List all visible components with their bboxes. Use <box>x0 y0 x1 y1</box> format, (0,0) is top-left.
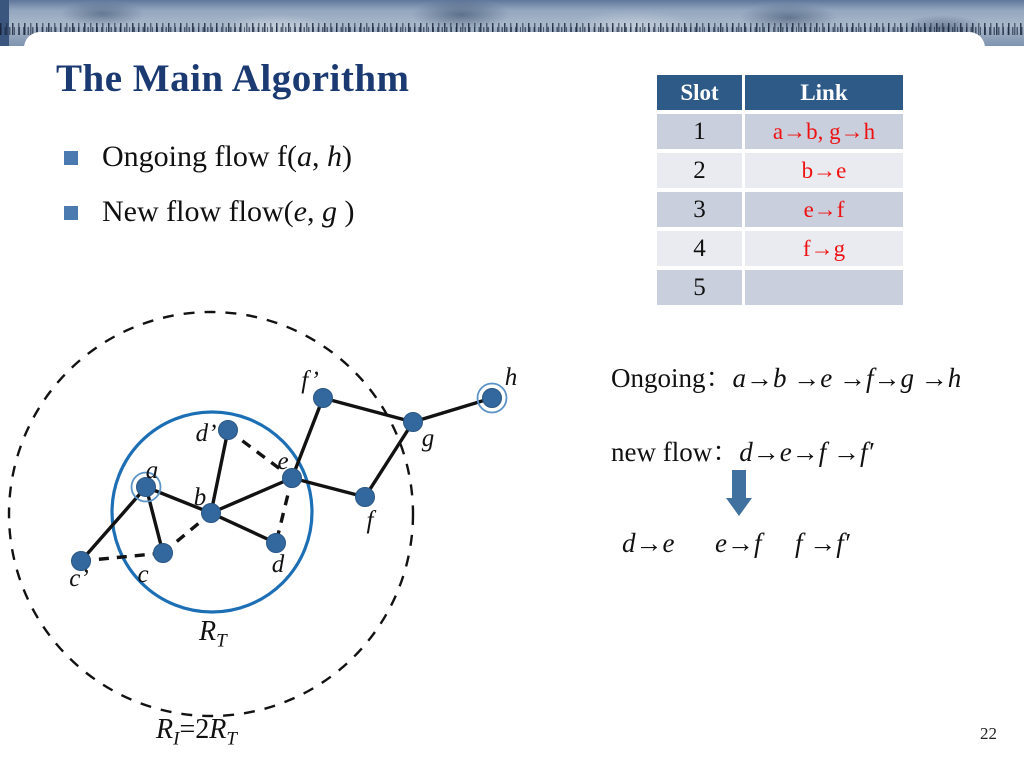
flow-fragment-ef: e→f <box>715 528 762 558</box>
new-flow-sequence: d→e→f →f′ <box>739 437 874 467</box>
bullet-item-ongoing-flow <box>60 140 354 174</box>
ongoing-flow-line <box>611 356 961 395</box>
page-title: The Main Algorithm <box>56 57 410 100</box>
bullet-text: Ongoing flow f(a, h) <box>102 140 352 173</box>
page-number: 22 <box>980 724 997 743</box>
graph-node-label-e: e <box>277 448 289 475</box>
graph-edge-e-f2 <box>292 398 323 478</box>
graph-edge-b-e <box>211 478 292 513</box>
table-cell-link: f→g <box>745 231 903 266</box>
graph-node-h <box>483 389 502 408</box>
graph-node-label-b: b <box>193 484 207 511</box>
table-header-slot: Slot <box>657 75 742 110</box>
bullet-square-icon <box>64 206 78 220</box>
graph-node-label-c2: c’ <box>69 565 89 592</box>
graph-edge-f-g <box>365 422 413 497</box>
inner-radius-label: $R_T$ <box>199 616 227 652</box>
slot-link-table <box>657 75 906 305</box>
down-arrow-head <box>726 498 752 516</box>
graph-edge-dashed-e-d <box>276 478 292 543</box>
graph-node-label-c: c <box>137 561 149 588</box>
ongoing-flow-sequence: a→b →e →f→g →h <box>732 363 962 393</box>
graph-node-label-g: g <box>421 425 435 452</box>
bullet-square-icon <box>64 151 78 165</box>
network-graph <box>0 295 545 768</box>
graph-edge-g-h <box>413 398 492 422</box>
bullet-item-new-flow <box>60 195 354 229</box>
graph-node-label-h: h <box>504 364 518 391</box>
graph-node-label-f: f <box>366 507 374 534</box>
graph-node-label-a: a <box>145 457 159 484</box>
graph-edge-b-d <box>211 513 276 543</box>
graph-node-d2 <box>219 421 238 440</box>
new-flow-label: new flow： <box>611 437 740 467</box>
table-cell-slot: 5 <box>657 270 742 305</box>
table-cell-slot: 2 <box>657 153 742 188</box>
table-cell-link: b→e <box>745 153 903 188</box>
graph-edge-f2-g <box>323 398 413 422</box>
table-cell-link <box>745 270 903 305</box>
table-cell-link: a→b, g→h <box>745 114 903 149</box>
bullet-text: New flow flow(e, g ) <box>102 195 355 228</box>
graph-edge-a-c <box>146 487 163 553</box>
table-header-link: Link <box>745 75 903 110</box>
graph-node-c <box>154 544 173 563</box>
down-arrow-icon <box>726 470 752 516</box>
graph-edge-e-f <box>292 478 365 497</box>
graph-node-f <box>356 488 375 507</box>
outer-radius-label: $R_I=2R_T$ <box>156 714 237 750</box>
graph-node-g <box>404 413 423 432</box>
flow-fragment-ffprime: f →f′ <box>795 528 850 558</box>
down-arrow-stem <box>732 470 746 498</box>
graph-node-label-d2: d’ <box>195 420 217 447</box>
graph-node-label-d: d <box>271 551 285 578</box>
ongoing-flow-label: Ongoing： <box>611 363 733 393</box>
table-cell-slot: 1 <box>657 114 742 149</box>
table-cell-link: e→f <box>745 192 903 227</box>
flow-fragment-de: d→e <box>622 528 675 558</box>
new-flow-line <box>611 430 873 469</box>
graph-node-d <box>267 534 286 553</box>
table-cell-slot: 3 <box>657 192 742 227</box>
table-cell-slot: 4 <box>657 231 742 266</box>
graph-node-label-f2: f’ <box>301 367 319 394</box>
bullet-list <box>60 140 354 250</box>
